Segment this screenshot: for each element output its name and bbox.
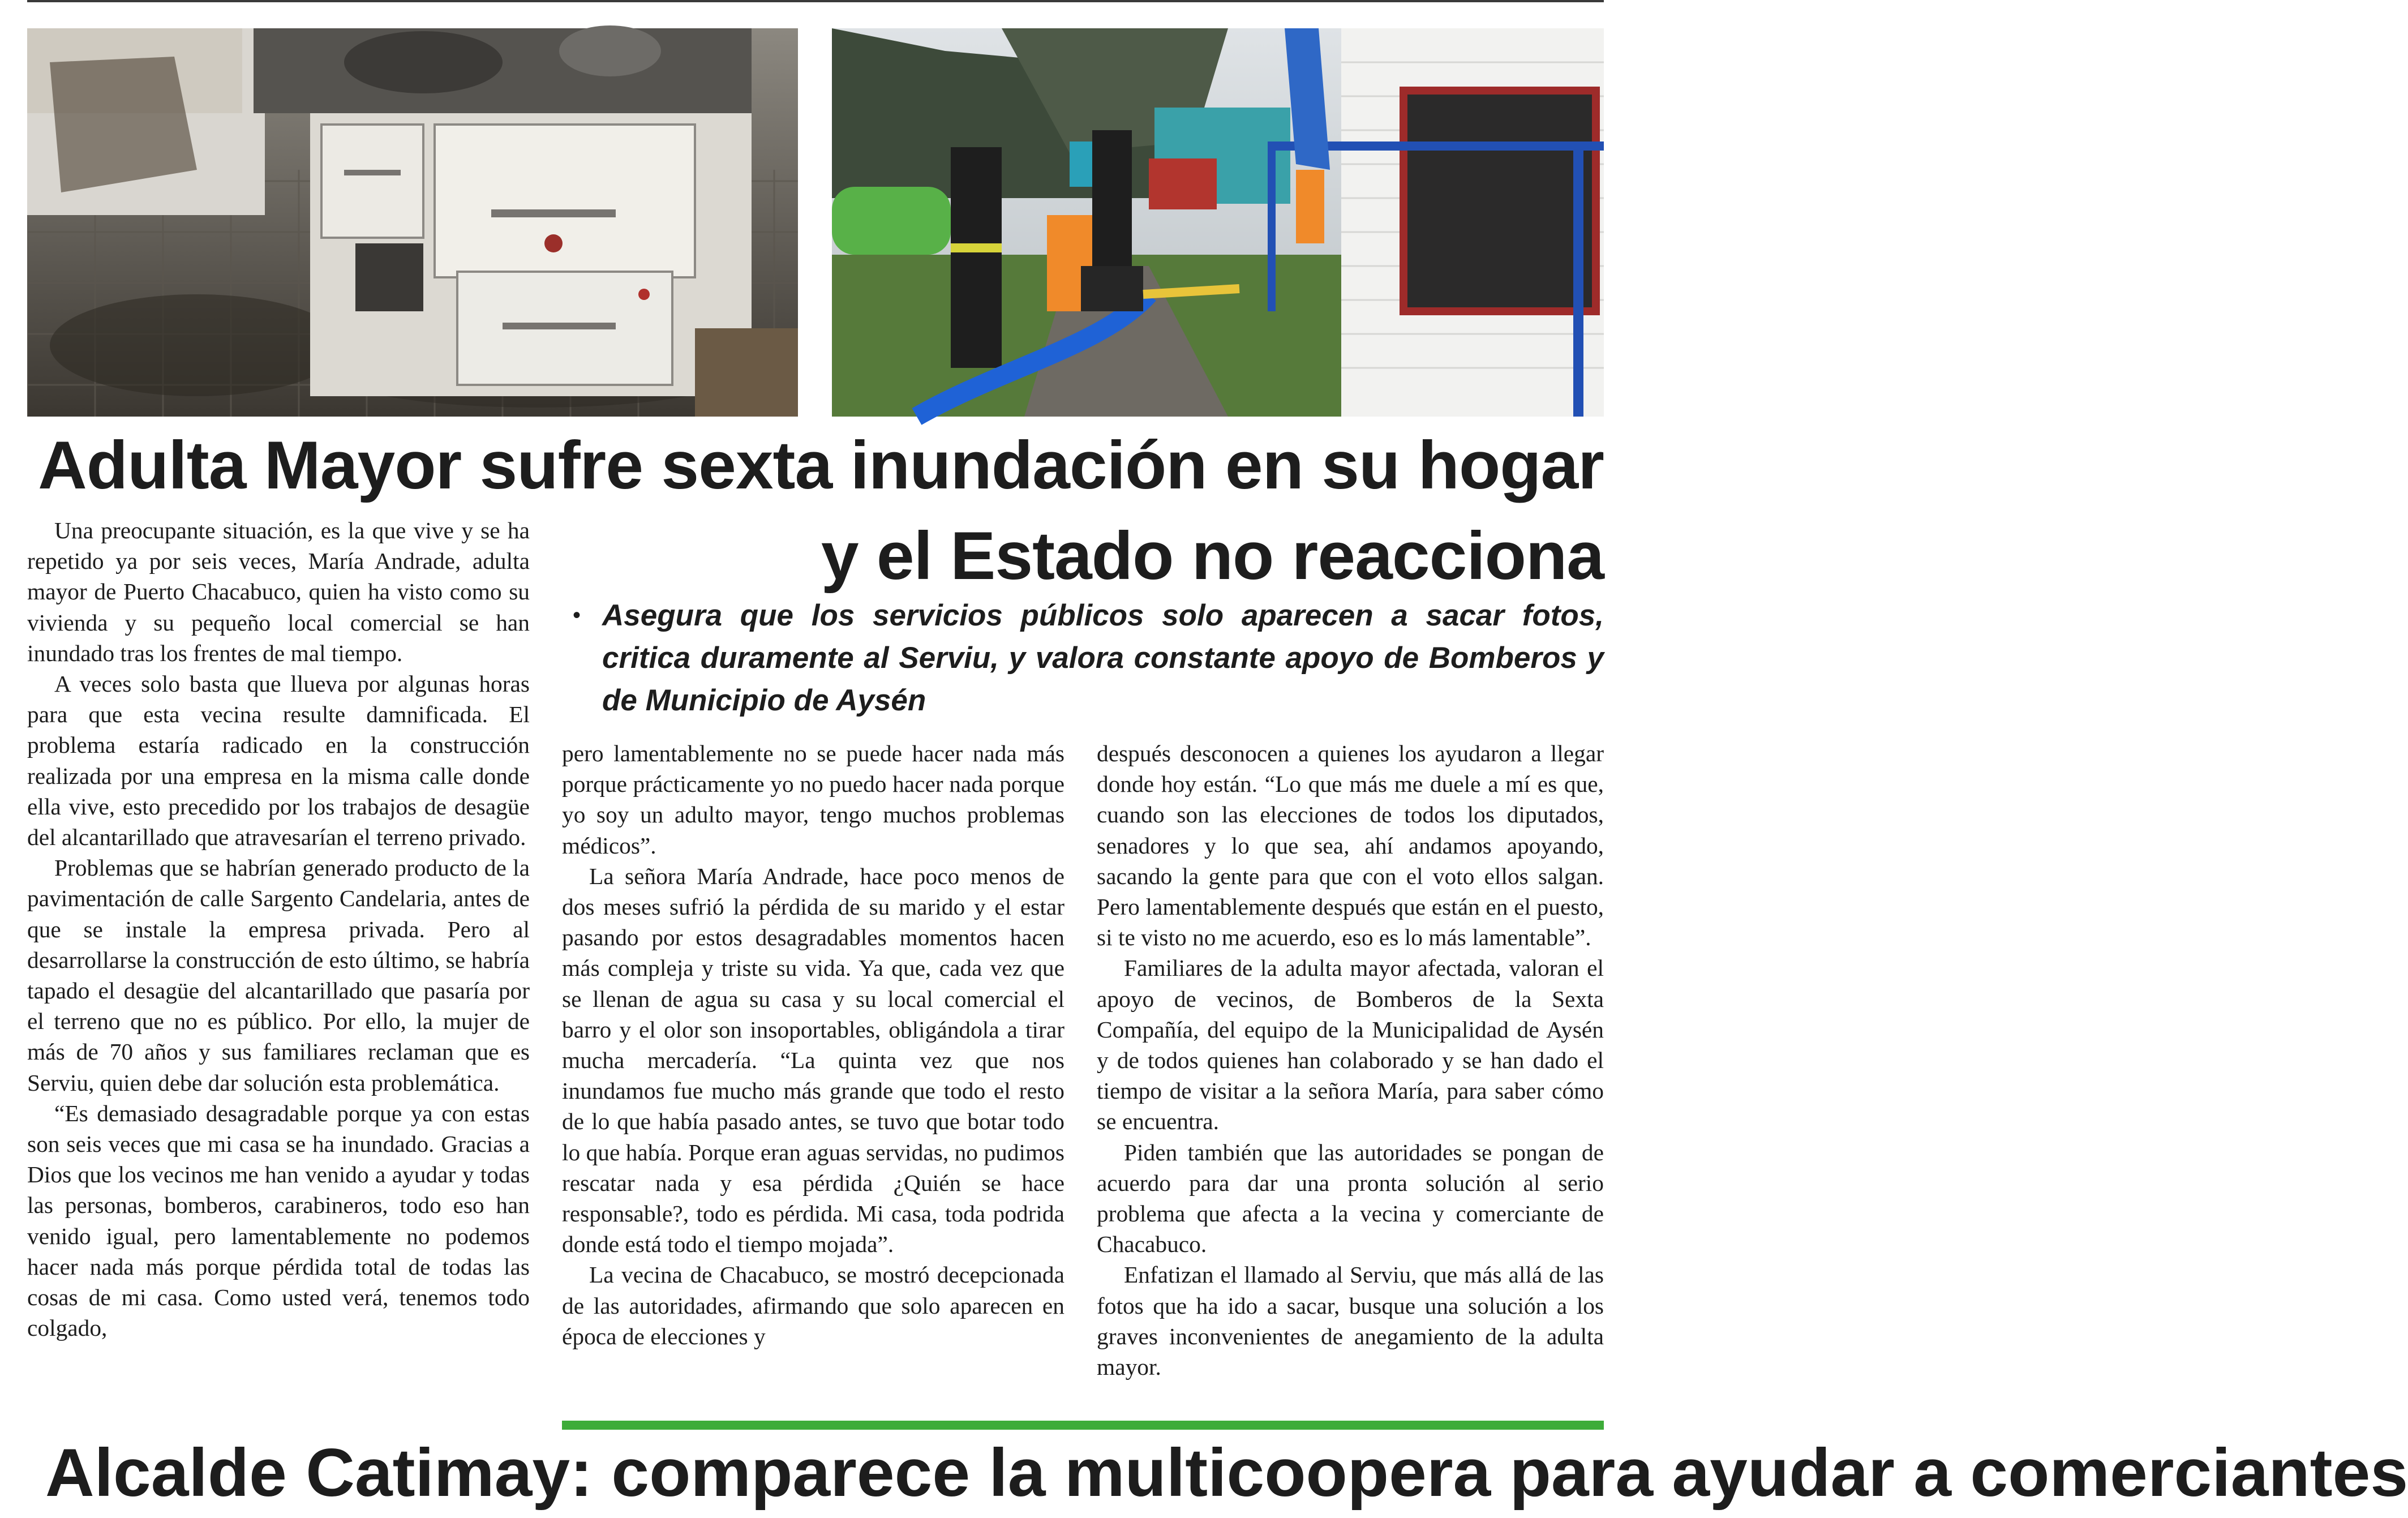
headline-line-1: Adulta Mayor sufre sexta inundación en su hogar [38,427,1604,503]
paragraph: después desconocen a quienes los ayudaron a llegar donde hoy están. “Lo que más me duele a mí es que, cuando son las elecciones de todos los diputados, senadores y lo que sea, ahí andamos apoyando, sacando la gente para que con el voto ellos salgan. Pero lamentablemente después que están en el puesto, si te visto no me acuerdo, eso es lo más lamentable”. [1097,740,1604,951]
paragraph: A veces solo basta que llueva por algunas horas para que esta vecina resulte damnificada. El problema estaría radicado en la construcción realizada por una empresa en la misma calle donde ella vive, esto precedido por los trabajos de desagüe del alcantarillado que atravesarían el terreno privado. [27,671,530,851]
paragraph: Problemas que se habrían generado producto de la pavimentación de calle Sargento Candelaria, antes de que se instale la empresa privada. Pero al desarrollarse la construcción de esto último, se habría tapado el desagüe del alcantarillado que pasaría por el terreno que no es público. Por ello, la mujer de más de 70 años y sus familiares reclaman que es Serviu, quien debe dar solución esta problemática. [27,855,530,1096]
paragraph: La señora María Andrade, hace poco menos de dos meses sufrió la pérdida de su marido y el estar pasando por estos desagradables momentos hacen más compleja y triste su vida. Ya que, cada vez que se llenan de agua su casa y su local comercial el barro y el olor son insoportables, obligándola a tirar mucha mercadería. “La quinta vez que nos inundamos fue mucho más grande que todo el resto de lo que había pasado antes, se tuvo que botar todo lo que había. Porque eran aguas servidas, no pudimos rescatar nada y esa pérdida ¿Quién se hace responsable?, todo es pérdida. Mi casa, toda podrida donde está todo el tiempo mojada”. [562,863,1065,1258]
paragraph: Una preocupante situación, es la que vive y se ha repetido ya por seis veces, María Andrade, adulta mayor de Puerto Chacabuco, quien ha visto como su vivienda y su pequeño local comercial se han inundado tras los frentes de mal tiempo. [27,517,530,666]
photo-firefighters-pumping [832,28,1604,417]
photo-flooded-kitchen-stove [27,28,798,417]
headline-line-2: y el Estado no reacciona [821,518,1604,594]
paragraph: La vecina de Chacabuco, se mostró decepcionada de las autoridades, afirmando que solo aparecen en época de elecciones y [562,1262,1065,1349]
body-column-2 [562,738,1065,1417]
body-column-3 [1097,738,1604,1417]
next-article-headline: Alcalde Catimay: comparece la multicoopera para ayudar a comerciantes [45,1435,2408,1511]
bullet-icon: • [573,603,581,628]
body-column-1 [27,515,530,1438]
stove-illustration [27,28,798,417]
firefighters-illustration [832,28,1604,417]
paragraph: “Es demasiado desagradable porque ya con estas son seis veces que mi casa se ha inundado. Gracias a Dios que los vecinos me han venido a ayudar y todas las personas, bomberos, carabineros, todo eso han venido igual, pero lamentablemente no podemos hacer nada más porque pérdida total de todas las cosas de mi casa. Como usted verá, tenemos todo colgado, [27,1100,530,1341]
paragraph: Enfatizan el llamado al Serviu, que más allá de las fotos que ha ido a sacar, busque una solución a los graves inconvenientes de anegamiento de la adulta mayor. [1097,1262,1604,1380]
subhead-text: Asegura que los servicios públicos solo aparecen a sacar fotos, critica duramente al Serviu, y valora constante apoyo de Bomberos y de Municipio de Aysén [602,599,1604,717]
paragraph: Familiares de la adulta mayor afectada, valoran el apoyo de vecinos, de Bomberos de la Sexta Compañía, del equipo de la Municipalidad de Aysén y de todos quienes han colaborado y se han dado el tiempo de visitar a la señora María, para saber cómo se encuentra. [1097,955,1604,1135]
article-subhead [573,594,1604,722]
top-rule [27,0,1604,2]
paragraph: pero lamentablemente no se puede hacer nada más porque prácticamente yo no puedo hacer nada porque yo soy un adulto mayor, tengo muchos problemas médicos”. [562,740,1065,859]
paragraph: Piden también que las autoridades se pongan de acuerdo para dar una pronta solución al serio problema que afecta a la vecina y comerciante de Chacabuco. [1097,1139,1604,1258]
